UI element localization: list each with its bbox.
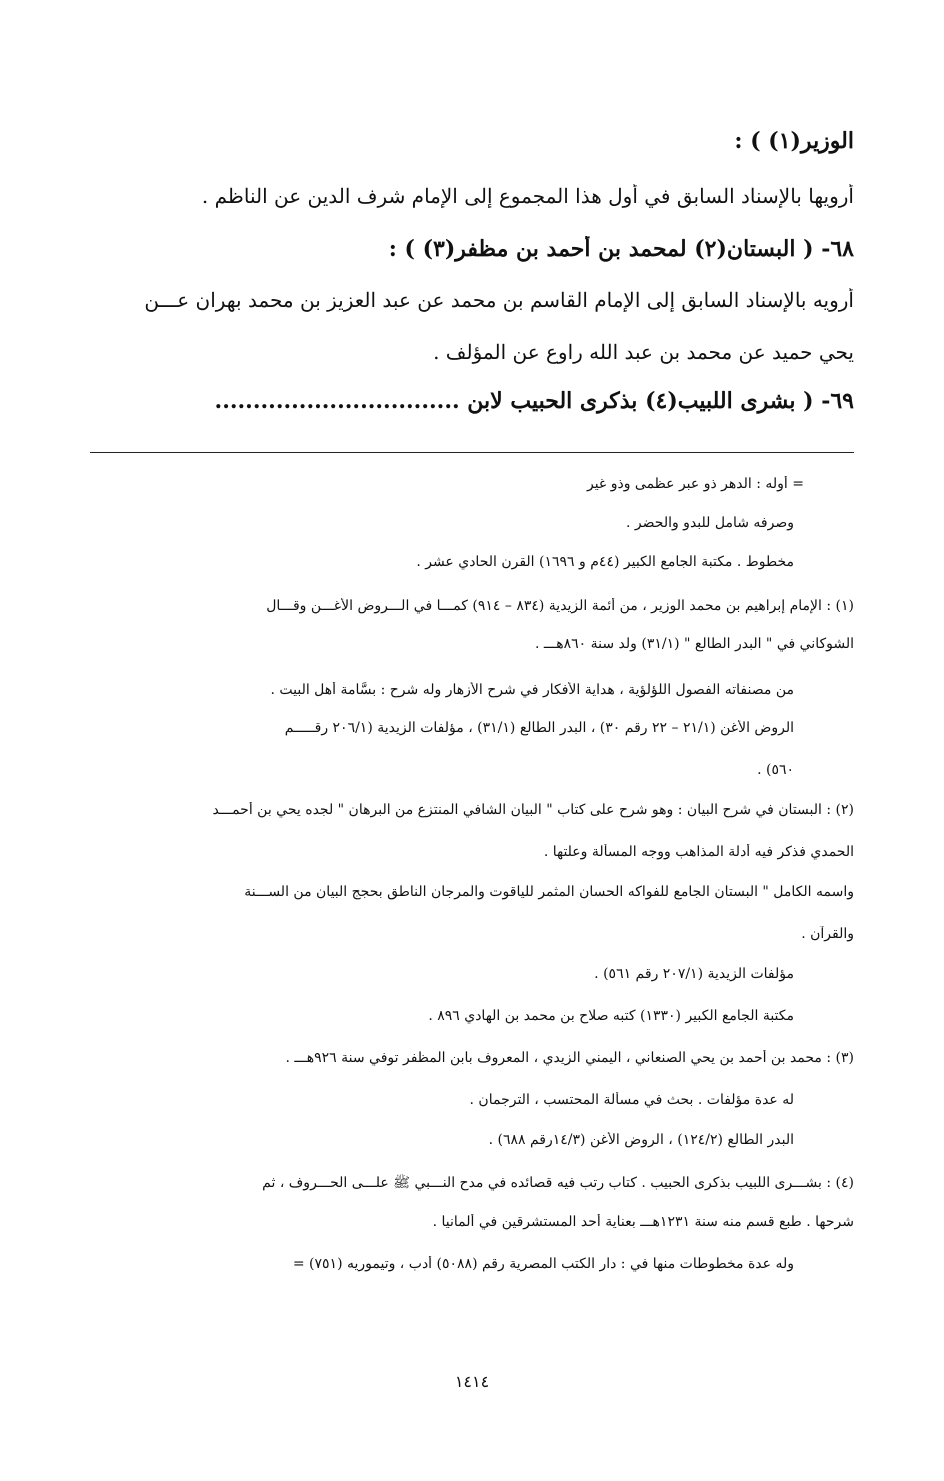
main-line-2: أرويها بالإسناد السابق في أول هذا المجموع إلى الإمام شرف الدين عن الناظم .: [201, 184, 854, 208]
footnote-line: الشوكاني في " البدر الطالع " (٣١/١) ولد سنة ٨٦٠هـــ .: [535, 636, 854, 652]
footnote-line: شرحها . طبع قسم منه سنة ١٢٣١هـــ بعناية أحد المستشرقين في ألمانيا .: [432, 1214, 854, 1230]
page-number: ١٤١٤: [454, 1372, 490, 1391]
footnote-line: وصرفه شامل للبدو والحضر .: [626, 515, 794, 531]
main-line-3: ٦٨- ( البستان(٢) لمحمد بن أحمد بن مظفر(٣) ) :: [388, 236, 854, 262]
footnote-line: (٢) : البستان في شرح البيان : وهو شرح على كتاب " البيان الشافي المنتزع من البرهان " لجده يحي بن أحمـــد: [212, 802, 854, 818]
footnote-line: مخطوط . مكتبة الجامع الكبير (٤٤م و ١٦٩٦) القرن الحادي عشر .: [416, 554, 794, 570]
footnote-line: وله عدة مخطوطات منها في : دار الكتب المصرية رقم (٥٠٨٨) أدب ، وتيموريه (٧٥١) =: [292, 1256, 794, 1272]
footnote-line: = أوله : الدهر ذو عبر عظمى وذو غير: [586, 476, 804, 492]
main-line-6: ٦٩- ( بشرى اللبيب(٤) بذكرى الحبيب لابن ................................: [214, 388, 854, 414]
main-line-4: أرويه بالإسناد السابق إلى الإمام القاسم بن محمد عن عبد العزيز بن محمد بهران عـــن: [144, 288, 854, 312]
footnote-line: واسمه الكامل " البستان الجامع للفواكه الحسان المثمر للياقوت والمرجان الناطق بحجج البيان من الســـنة: [244, 884, 854, 900]
footnote-line: ٥٦٠) .: [757, 762, 794, 778]
footnote-line: مؤلفات الزيدية (٢٠٧/١ رقم ٥٦١) .: [594, 966, 794, 982]
main-line-1: الوزير(١) ) :: [734, 128, 854, 154]
footnote-line: له عدة مؤلفات . بحث في مسألة المحتسب ، الترجمان .: [469, 1092, 794, 1108]
footnote-line: والقرآن .: [801, 926, 854, 942]
main-line-5: يحي حميد عن محمد بن عبد الله راوع عن المؤلف .: [433, 340, 854, 364]
footnote-line: الروض الأغن (٢١/١ – ٢٢ رقم ٣٠) ، البدر الطالع (٣١/١) ، مؤلفات الزيدية (٢٠٦/١ رقـــــم: [284, 720, 794, 736]
footnote-line: (٤) : بشـــرى اللبيب بذكرى الحبيب . كتاب رتب فيه قصائده في مدح النـــبي ﷺ علـــى الحـــروف ، ثم: [262, 1175, 854, 1191]
footnote-line: (١) : الإمام إبراهيم بن محمد الوزير ، من أئمة الزيدية (٨٣٤ – ٩١٤) كمـــا في الـــروض الأغـــن وقـــال: [266, 598, 854, 614]
footnote-line: من مصنفاته الفصول اللؤلؤية ، هداية الأفكار في شرح الأزهار وله شرح : بسَّامة أهل البيت .: [270, 682, 794, 698]
footnote-line: البدر الطالع (١٢٤/٢) ، الروض الأغن (١٤/٣رقم ٦٨٨) .: [488, 1132, 794, 1148]
footnote-line: الحمدي فذكر فيه أدلة المذاهب ووجه المسألة وعلتها .: [543, 844, 854, 860]
footnote-separator: [90, 452, 854, 453]
footnote-line: (٣) : محمد بن أحمد بن يحي الصنعاني ، اليمني الزيدي ، المعروف بابن المظفر توفي سنة ٩٢٦هـــ .: [285, 1050, 854, 1066]
footnote-line: مكتبة الجامع الكبير (١٣٣٠) كتبه صلاح بن محمد بن الهادي ٨٩٦ .: [428, 1008, 794, 1024]
